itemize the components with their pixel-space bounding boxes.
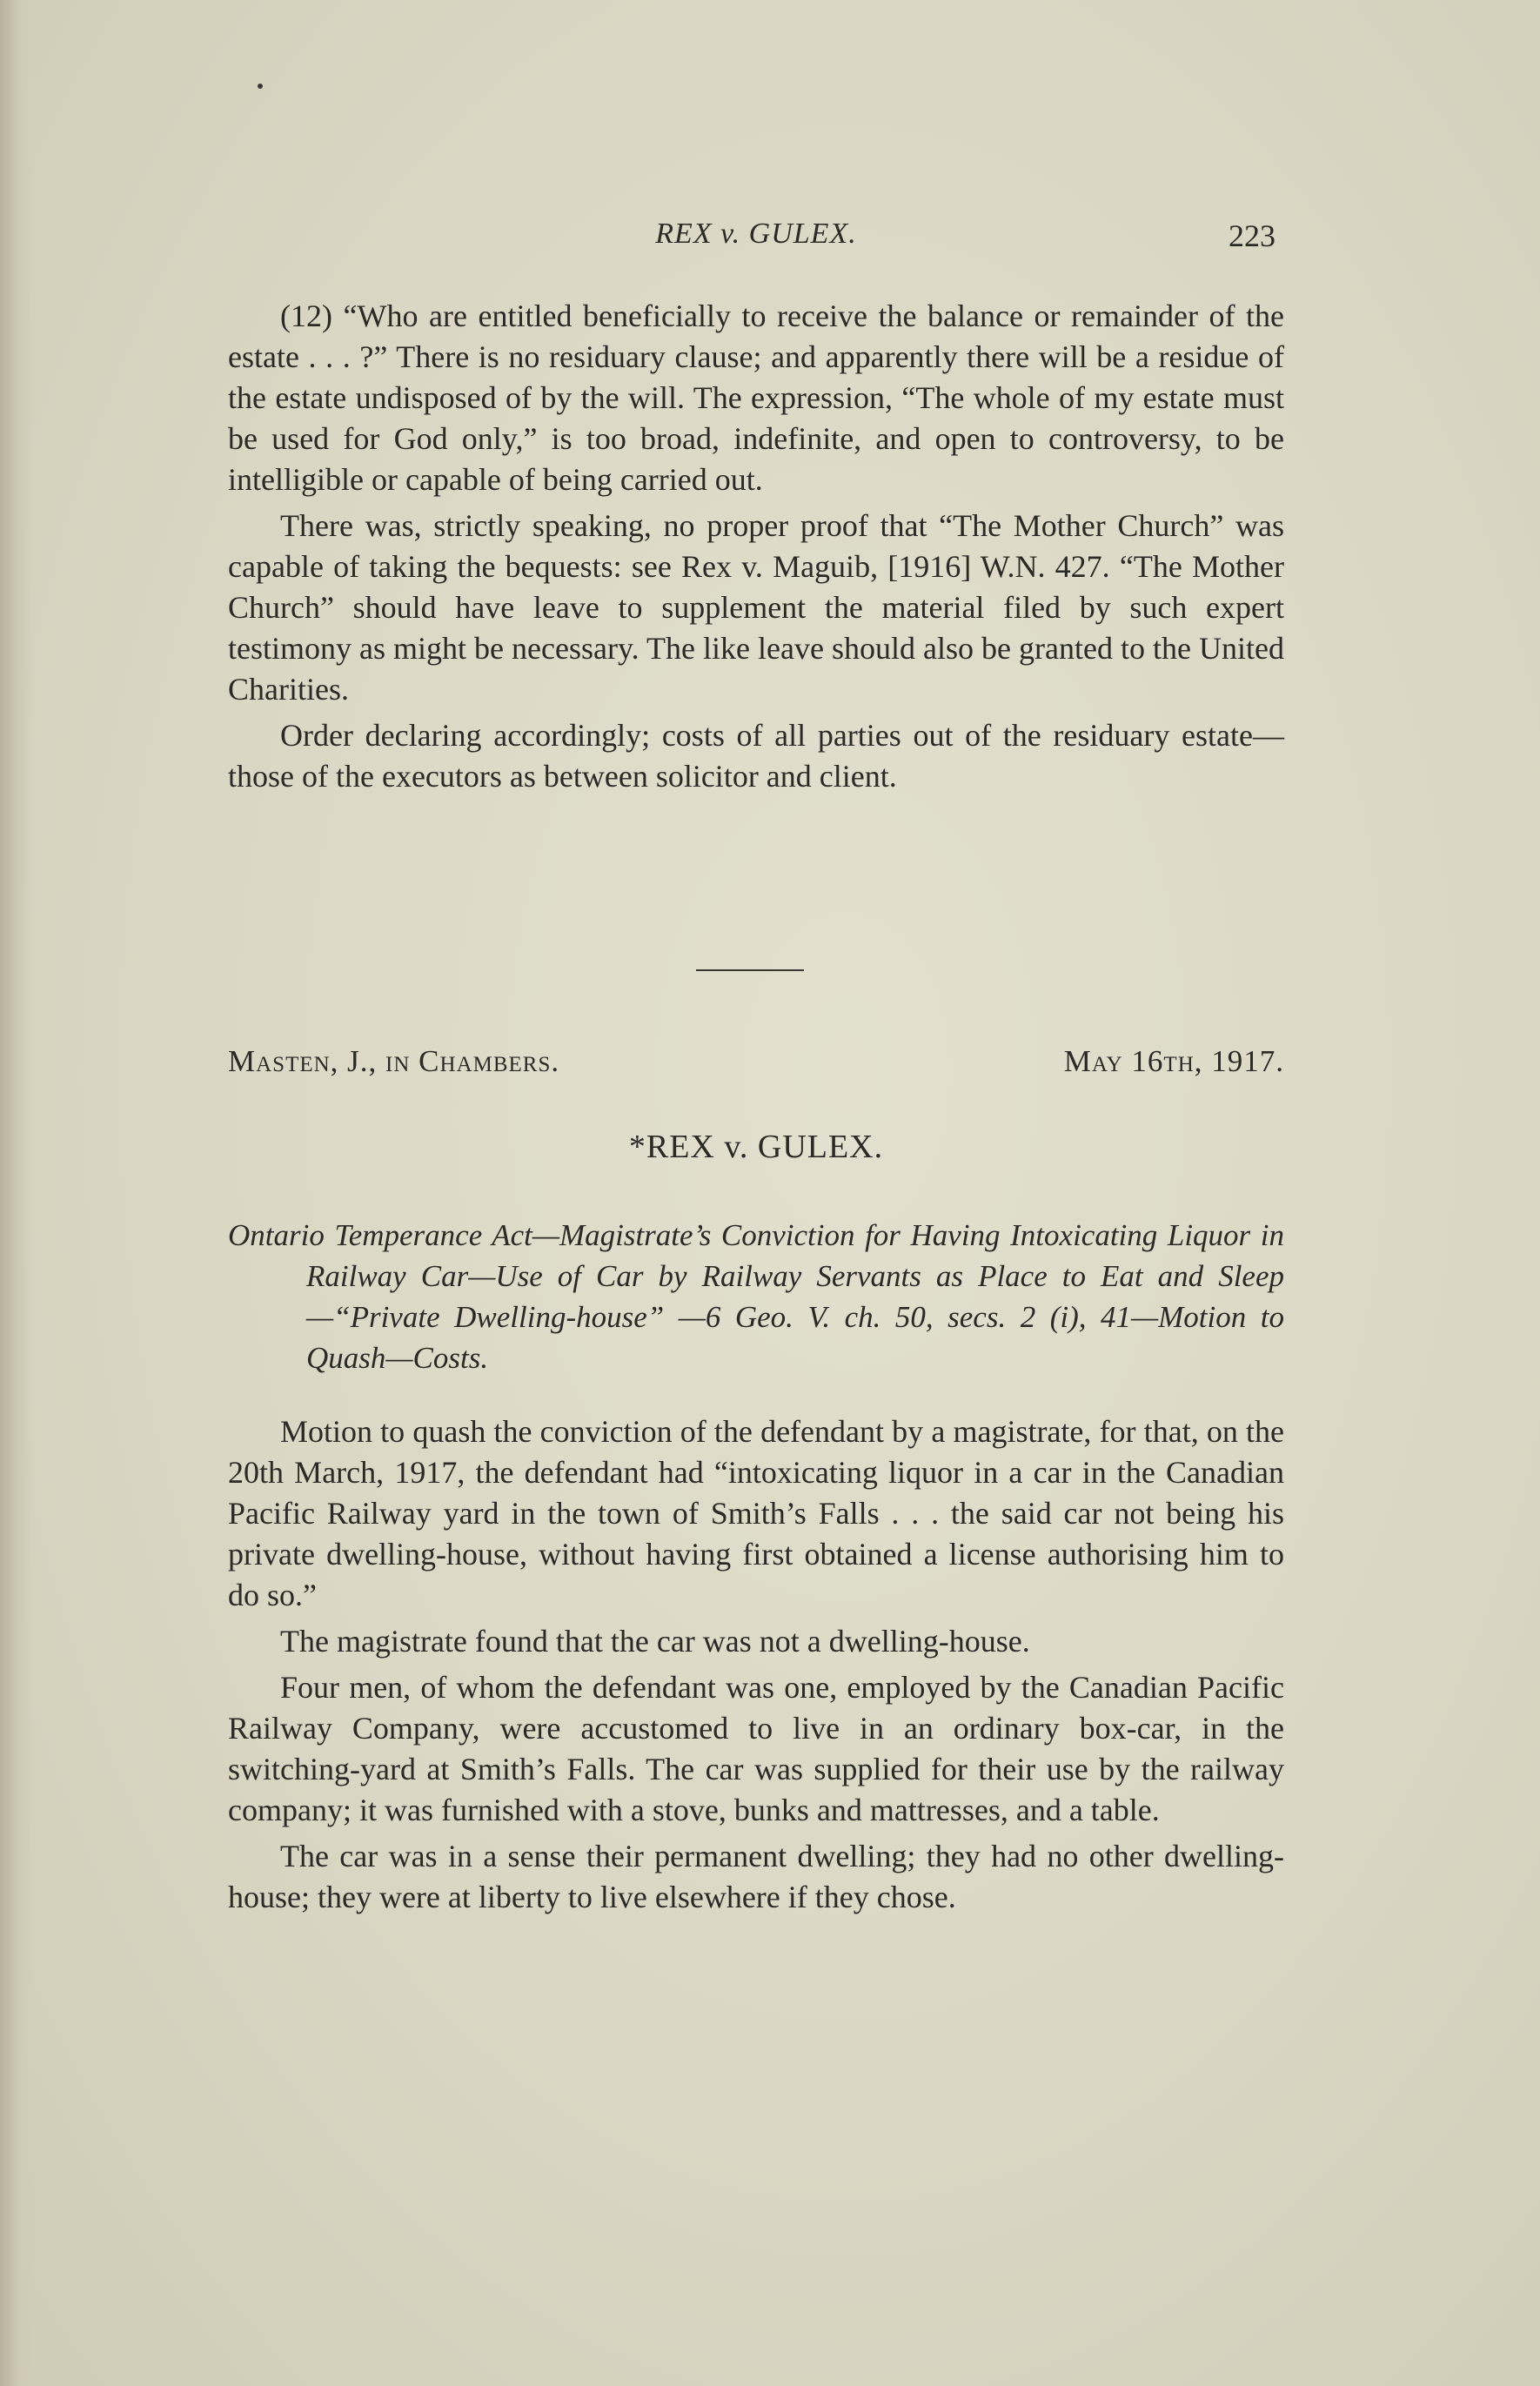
case-title: *REX v. GULEX. [628,1129,884,1165]
top-text-block [228,296,1284,802]
case-byline [228,1044,1284,1079]
paragraph: The magistrate found that the car was not a dwelling-house. [280,1624,1030,1659]
page-header [228,218,1284,261]
page-number: 223 [1229,218,1276,253]
paragraph: The car was in a sense their permanent dwelling; they had no other dwelling-house; they were at liberty to live elsewhere if they chose. [228,1839,1284,1914]
ink-speck [258,84,263,89]
running-head: REX v. GULEX. [655,218,857,250]
page-gutter [0,0,33,2386]
paragraph: Motion to quash the conviction of the defendant by a magistrate, for that, on the 20th March, 1917, the defendant had “intoxicating liquor in a car in the Canadian Pacific Railway yard in the town of Smith’s Falls . . . the said car not being his private dwelling-house, without having first obtained a license authorising him to do so.” [228,1414,1284,1612]
headnote: Ontario Temperance Act—Magistrate’s Conviction for Having Intoxicating Liquor in Railway Car—Use of Car by Railway Servants as Place to Eat and Sleep—“Private Dwelling-house” —6 Geo. V. ch. 50, secs. 2 (i), 41—Motion to Quash—Costs. [228,1218,1284,1375]
section-separator [696,969,804,971]
paragraph: (12) “Who are entitled beneficially to receive the balance or remainder of the estate . . . ?” There is no residuary clause; and apparently there will be a residue of the estate undisposed of by the will. The expression, “The whole of my estate must be used for God only,” is too broad, indefinite, and open to controversy, to be intelligible or capable of being carried out. [228,298,1284,497]
paragraph: Order declaring accordingly; costs of all parties out of the residuary estate—those of the executors as between solicitor and client. [228,718,1284,794]
paragraph: There was, strictly speaking, no proper proof that “The Mother Church” was capable of taking the bequests: see Rex v. Maguib, [1916] W.N. 427. “The Mother Church” should have leave to supplement the material filed by such expert testimony as might be necessary. The like leave should also be granted to the United Charities. [228,508,1284,707]
decision-date: May 16th, 1917. [1063,1044,1284,1078]
paragraph: Four men, of whom the defendant was one, employed by the Canadian Pacific Railway Company, were accustomed to live in an ordinary box-car, in the switching-yard at Smith’s Falls. The car was supplied for their use by the railway company; it was furnished with a stove, bunks and mattresses, and a table. [228,1670,1284,1827]
body-text-block [228,1411,1284,1923]
judge-name: Masten, J., in Chambers. [228,1044,560,1078]
